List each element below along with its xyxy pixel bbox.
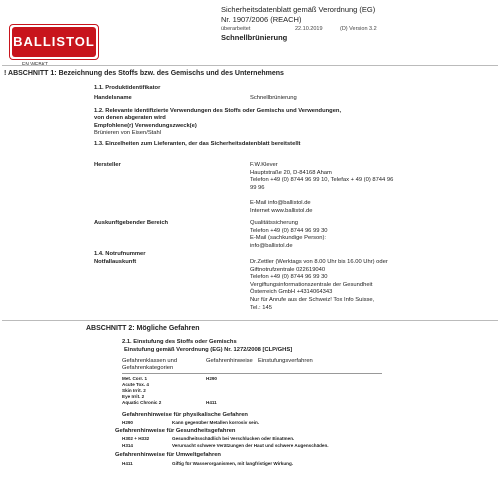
emergency-line: Dr.Zettler (Werktags von 8.00 Uhr bis 16.00 Uhr) oder: [250, 259, 388, 265]
manufacturer-line: 99 96: [250, 184, 265, 191]
emergency-line: Giftnotrufzentrale 022619040: [250, 266, 326, 273]
emergency-line: Nur für Anrufe aus der Schweiz! Tox Info Suisse,: [250, 296, 375, 303]
header-title-line2: Nr. 1907/2006 (REACH): [221, 15, 302, 24]
info-line: Qualitätssicherung: [250, 220, 299, 226]
table-header-rule: [122, 373, 382, 374]
col-header-classes-cont: Gefahrenkategorien: [122, 365, 174, 371]
env-hazard-text: Giftig für Wasserorganismen, mit langfristiger Wirkung.: [172, 461, 294, 466]
manufacturer-email[interactable]: E-Mail info@ballistol.de: [250, 199, 311, 206]
manufacturer-label: Hersteller: [94, 162, 121, 168]
emergency-line: Telefon +49 (0) 8744 96 99 30: [250, 274, 328, 281]
phys-hazard-text: Kann gegenüber Metallen korrosiv sein.: [172, 420, 260, 425]
s14-heading: 1.4. Notrufnummer: [94, 251, 146, 257]
phys-hazard-code: H290: [122, 420, 133, 425]
phys-hazard-heading: Gefahrenhinweise für physikalische Gefahren: [122, 412, 248, 418]
info-line: Telefon +49 (0) 8744 96 99 30: [250, 227, 328, 234]
health-hazard-text: Gesundheitsschädlich bei Verschlucken oder Einatmen.: [172, 436, 295, 441]
section-divider: [2, 320, 498, 321]
use-label: Empfohlene(r) Verwendungszweck(e): [94, 123, 197, 129]
manufacturer-line: [250, 192, 393, 200]
health-hazard-code: H314: [122, 443, 133, 448]
env-hazard-heading: Gefahrenhinweise für Umweltgefahren: [115, 452, 221, 458]
health-hazard-heading: Gefahrenhinweise für Gesundheitsgefahren: [115, 428, 236, 434]
info-line: E-Mail (sachkundige Person):: [250, 235, 327, 242]
classification-table: [122, 376, 322, 406]
table-row: Acute Tox. 4: [122, 382, 149, 387]
col-header-classes: Gefahrenklassen und: [122, 358, 178, 364]
emergency-line: Vergiftungsinformationszentrale der Gesundheit: [250, 281, 373, 288]
s21-heading: 2.1. Einstufung des Stoffs oder Gemischs: [122, 339, 237, 345]
s21-subheading: Einstufung gemäß Verordnung (EG) Nr. 1272/2008 [CLP/GHS]: [124, 347, 293, 353]
health-hazard-text: Verursacht schwere Verätzungen der Haut und schwere Augenschäden.: [172, 443, 329, 448]
manufacturer-line: F.W.Klever: [250, 162, 278, 168]
health-hazard-code: H302 + H332: [122, 436, 150, 441]
header-product: Schnellbrünierung: [221, 33, 288, 42]
use-value: Brünieren von Eisen/Stahl: [94, 130, 162, 136]
trade-name-value: Schnellbrünierung: [250, 95, 297, 101]
s12-heading: 1.2. Relevante identifizierte Verwendungen des Stoffs oder Gemischs und Verwendungen,: [94, 108, 342, 114]
emergency-label: Notfallauskunft: [94, 259, 137, 265]
ballistol-logo: [12, 27, 96, 57]
env-hazard-code: H411: [122, 461, 133, 466]
header-title-line1: Sicherheitsdatenblatt gemäß Verordnung (EG): [221, 5, 376, 14]
section1-title: ! ABSCHNITT 1: Bezeichnung des Stoffs bzw. des Gemischs und des Unternehmens: [4, 70, 284, 77]
header-version: (D) Version 3.2: [340, 26, 377, 32]
header-revised-date: 22.10.2019: [295, 26, 323, 32]
info-block: [250, 220, 328, 250]
manufacturer-block: [250, 162, 393, 215]
manufacturer-line: Telefon +49 (0) 8744 96 99 10, Telefax + 49 (0) 8744 96: [250, 177, 394, 184]
emergency-block: [250, 259, 388, 312]
header-divider: [2, 65, 498, 66]
emergency-line: Österreich GmbH +4314064343: [250, 289, 333, 296]
table-row: Skin Irrit. 2: [122, 388, 146, 393]
manufacturer-line: Hauptstraße 20, D-84168 Aham: [250, 169, 332, 176]
table-row: Met. Corr. 1 H290: [122, 376, 217, 381]
s11-heading: 1.1. Produktidentifikator: [94, 85, 161, 91]
info-email[interactable]: info@ballistol.de: [250, 242, 293, 249]
logo-text: BALLISTOL: [13, 34, 95, 49]
trade-name-label: Handelsname: [94, 95, 132, 101]
s13-heading: 1.3. Einzelheiten zum Lieferanten, der das Sicherheitsdatenblatt bereitstellt: [94, 141, 301, 147]
col-header-hazard: Gefahrenhinweise: [206, 358, 253, 364]
header-revised-label: überarbeitet: [221, 26, 251, 32]
manufacturer-website[interactable]: Internet www.ballistol.de: [250, 207, 313, 214]
table-row: Eye Irrit. 2: [122, 394, 145, 399]
s12-heading-cont: von denen abgeraten wird: [94, 115, 166, 121]
col-header-procedure: Einstufungsverfahren: [258, 358, 313, 364]
info-label: Auskunftgebender Bereich: [94, 220, 169, 226]
emergency-line: Tel.: 145: [250, 304, 272, 311]
table-row: Aquatic Chronic 2 H411: [122, 400, 217, 405]
section2-title: ABSCHNITT 2: Mögliche Gefahren: [86, 325, 200, 332]
